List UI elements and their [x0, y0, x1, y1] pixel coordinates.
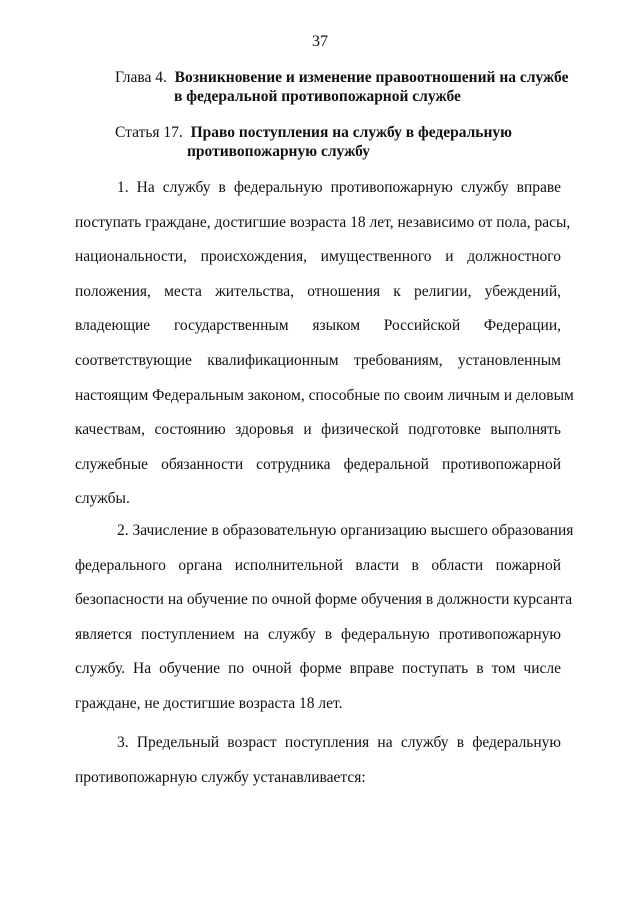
paragraph-line: настоящим Федеральным законом, способные по своим личным и деловым [75, 386, 574, 404]
paragraph-line: 2. Зачисление в образовательную организацию высшего образования [117, 522, 574, 539]
paragraph-line: владеющие государственным языком Российской Федерации, [75, 317, 561, 335]
paragraph-1 [75, 171, 574, 517]
paragraph-line: качествам, состоянию здоровья и физической подготовке выполнять [75, 421, 561, 439]
page-number: 37 [312, 33, 328, 50]
paragraph-line: является поступлением на службу в федеральную противопожарную [75, 625, 561, 643]
paragraph-line: национальности, происхождения, имущественного и должностного [75, 248, 561, 266]
paragraph-line: служебные обязанности сотрудника федеральной противопожарной [75, 455, 561, 473]
paragraph-line: противопожарную службу устанавливается: [75, 768, 366, 786]
article-heading [115, 123, 575, 161]
chapter-heading [115, 68, 575, 106]
paragraph-line: 3. Предельный возраст поступления на службу в федеральную [117, 734, 561, 751]
paragraph-3 [75, 726, 561, 795]
paragraph-2 [75, 514, 574, 722]
chapter-prefix: Глава 4. [115, 69, 167, 86]
chapter-title-line-1: Возникновение и изменение правоотношений на службе [174, 69, 569, 86]
article-title-line-2: противопожарную службу [187, 143, 371, 160]
paragraph-line: федерального органа исполнительной власти в области пожарной [75, 556, 561, 574]
paragraph-line: поступать граждане, достигшие возраста 18 лет, независимо от пола, расы, [75, 213, 571, 231]
article-title-line-1: Право поступления на службу в федеральную [190, 124, 513, 141]
paragraph-line: соответствующие квалификационным требованиям, установленным [75, 351, 561, 369]
paragraph-line: службу. На обучение по очной форме вправе поступать в том числе [75, 660, 561, 678]
paragraph-line: 1. На службу в федеральную противопожарную службу вправе [117, 179, 561, 196]
article-prefix: Статья 17. [115, 124, 183, 141]
paragraph-line: положения, места жительства, отношения к религии, убеждений, [75, 282, 561, 300]
paragraph-line: безопасности на обучение по очной форме обучения в должности курсанта [75, 591, 573, 609]
paragraph-line: службы. [75, 490, 130, 508]
chapter-title-line-2: в федеральной противопожарной службе [174, 88, 461, 105]
paragraph-line: граждане, не достигшие возраста 18 лет. [75, 694, 343, 712]
